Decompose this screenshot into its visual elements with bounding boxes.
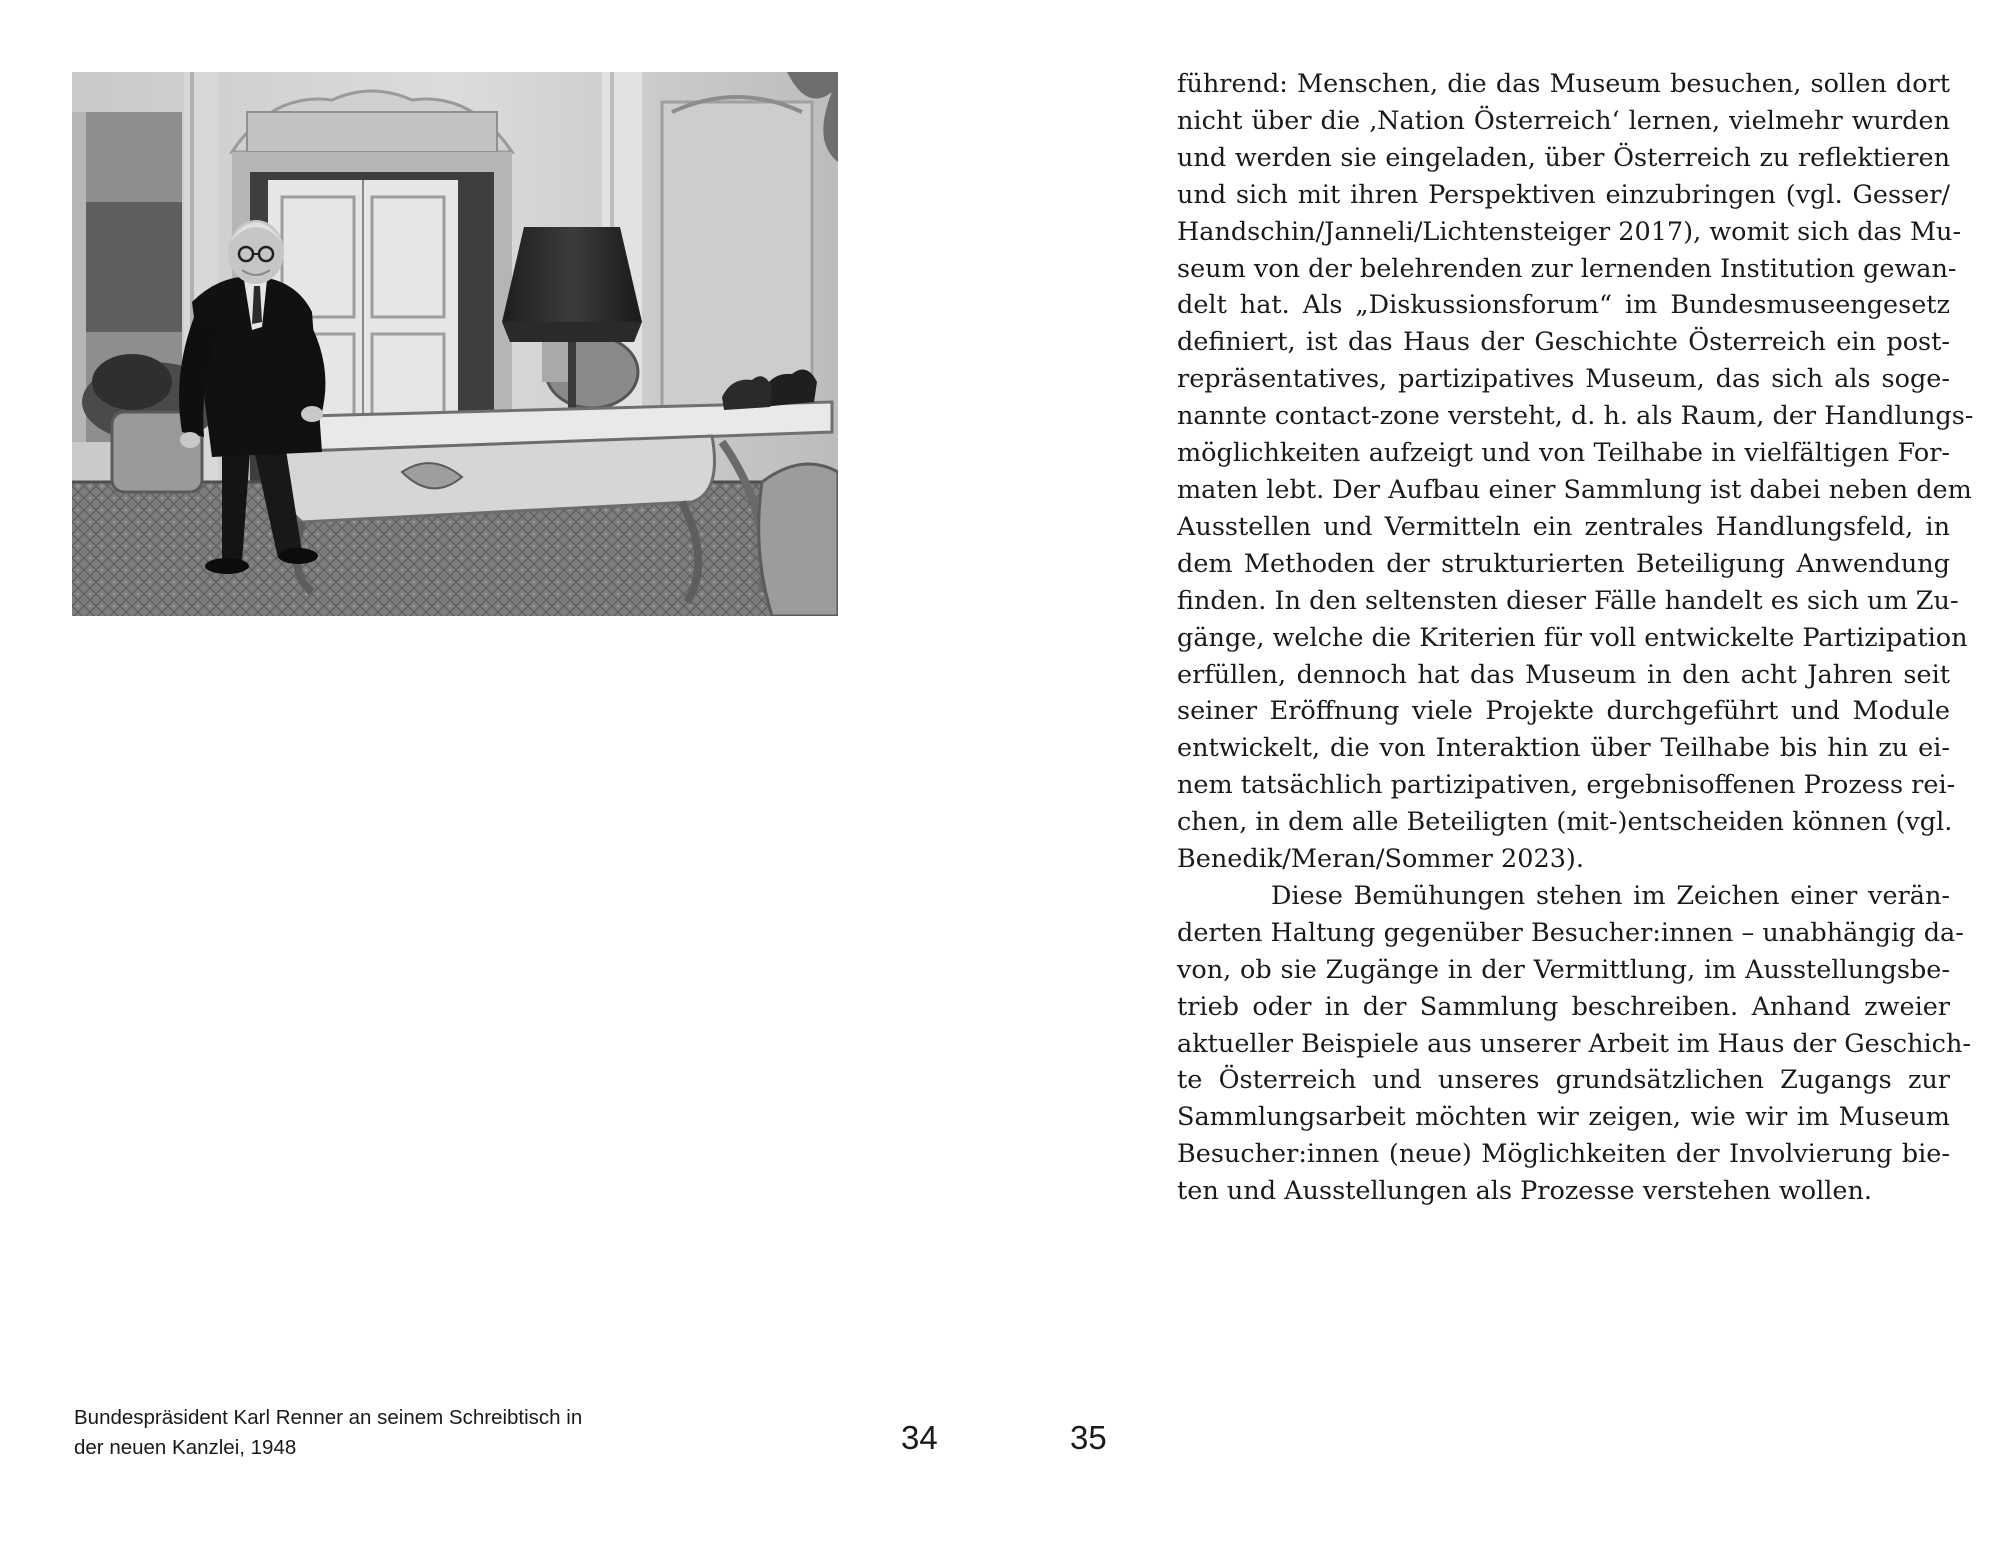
text-line: delt hat. Als „Diskussionsforum“ im Bundesmuseengesetz (1177, 290, 1950, 321)
text-line: aktueller Beispiele aus unserer Arbeit im Haus der Geschich- (1177, 1028, 1971, 1059)
text-line: chen, in dem alle Beteiligten (mit-)entscheiden können (vgl. (1177, 807, 1953, 838)
paragraph-1 (1177, 66, 1974, 878)
caption-line: Bundespräsident Karl Renner an seinem Schreibtisch in (74, 1406, 583, 1429)
photo-caption (74, 1403, 694, 1463)
text-line: Benedik/Meran/Sommer 2023). (1177, 844, 1584, 875)
text-line: derten Haltung gegenüber Besucher:innen – unabhängig da- (1177, 917, 1964, 948)
text-line: repräsentatives, partizipatives Museum, das sich als soge- (1177, 364, 1950, 395)
text-line: von, ob sie Zugänge in der Vermittlung, im Ausstellungsbe- (1177, 954, 1950, 985)
text-line: nem tatsächlich partizipativen, ergebnisoffenen Prozess rei- (1177, 770, 1956, 801)
text-line: entwickelt, die von Interaktion über Teilhabe bis hin zu ei- (1177, 733, 1950, 764)
text-line: ten und Ausstellungen als Prozesse verstehen wollen. (1177, 1176, 1872, 1207)
text-line: Sammlungsarbeit möchten wir zeigen, wie wir im Museum (1177, 1102, 1950, 1133)
text-line: seum von der belehrenden zur lernenden Institution gewan- (1177, 253, 1957, 284)
text-line: gänge, welche die Kriterien für voll entwickelte Partizipation (1177, 622, 1968, 653)
text-line: nicht über die ‚Nation Österreich‘ lernen, vielmehr wurden (1177, 105, 1950, 136)
text-line: te Österreich und unseres grundsätzlichen Zugangs zur (1177, 1065, 1950, 1096)
text-line: maten lebt. Der Aufbau einer Sammlung ist dabei neben dem (1177, 474, 1972, 505)
caption-line: der neuen Kanzlei, 1948 (74, 1436, 297, 1459)
text-line: Handschin/Janneli/Lichtensteiger 2017), womit sich das Mu- (1177, 216, 1962, 247)
text-line: Diese Bemühungen stehen im Zeichen einer verän- (1271, 880, 1950, 911)
text-line: definiert, ist das Haus der Geschichte Österreich ein post- (1177, 327, 1950, 358)
text-line: nannte contact-zone versteht, d. h. als Raum, der Handlungs- (1177, 401, 1974, 432)
text-line: seiner Eröffnung viele Projekte durchgeführt und Module (1177, 696, 1950, 727)
text-line: dem Methoden der strukturierten Beteiligung Anwendung (1177, 548, 1950, 579)
text-line: trieb oder in der Sammlung beschreiben. Anhand zweier (1177, 991, 1950, 1022)
page-number-right: 35 (1070, 1419, 1107, 1456)
page-number-left: 34 (901, 1419, 938, 1456)
text-line: möglichkeiten aufzeigt und von Teilhabe in vielfältigen For- (1177, 438, 1950, 469)
body-text (1177, 66, 1974, 1210)
historical-photograph (72, 72, 838, 616)
text-line: Besucher:innen (neue) Möglichkeiten der Involvierung bie- (1177, 1139, 1950, 1170)
text-line: Ausstellen und Vermitteln ein zentrales Handlungsfeld, in (1177, 511, 1950, 542)
text-line: und werden sie eingeladen, über Österreich zu reflektieren (1177, 142, 1950, 173)
paragraph-2 (1177, 878, 1971, 1210)
text-line: finden. In den seltensten dieser Fälle handelt es sich um Zu- (1177, 585, 1959, 616)
text-line: führend: Menschen, die das Museum besuchen, sollen dort (1177, 69, 1950, 99)
text-line: erfüllen, dennoch hat das Museum in den acht Jahren seit (1177, 659, 1950, 690)
text-line: und sich mit ihren Perspektiven einzubringen (vgl. Gesser/ (1177, 179, 1950, 210)
